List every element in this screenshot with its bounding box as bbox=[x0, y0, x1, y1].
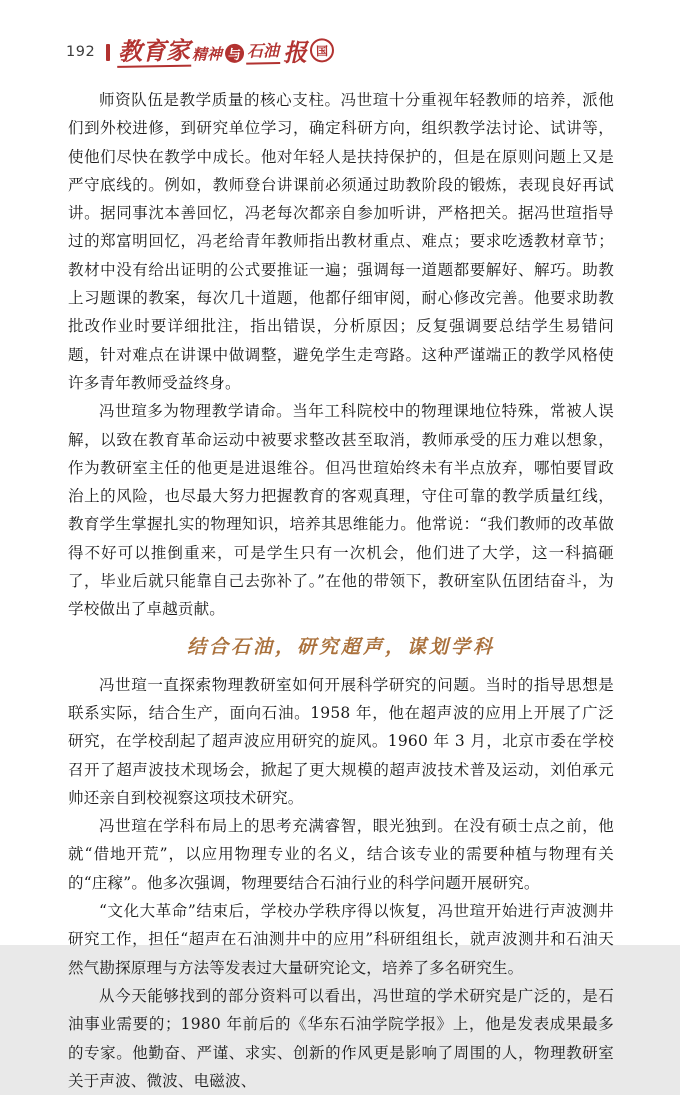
page-body bbox=[68, 86, 614, 1095]
book-title-logo bbox=[117, 36, 334, 68]
paragraph-discipline-layout: 冯世瑄在学科布局上的思考充满睿智，眼光独到。在没有硕士点之前，他就“借地开荒”，以应用物理专业的名义，结合该专业的需要种植与物理有关的“庄稼”。他多次强调，物理要结合石油行业的科学问题开展研究。 bbox=[68, 817, 614, 892]
logo-guo-circle-icon: 国 bbox=[310, 38, 334, 62]
header-divider-bar bbox=[106, 44, 110, 61]
paragraph-ultrasound-research: 冯世瑄一直探索物理教研室如何开展科学研究的问题。当时的指导思想是联系实际，结合生产，面向石油。1958 年，他在超声波的应用上开展了广泛研究，在学校刮起了超声波应用研究的旋风。1960 年 3 月，北京市委在学校召开了超声波技术现场会，掀起了更大规模的超声波技术普及运动，刘伯承元帅还亲自到校视察这项技术研究。 bbox=[68, 675, 614, 807]
paragraph-teaching-team: 师资队伍是教学质量的核心支柱。冯世瑄十分重视年轻教师的培养，派他们到外校进修，到研究单位学习，确定科研方向，组织教学法讨论、试讲等，使他们尽快在教学中成长。他对年轻人是扶持保护的，但是在原则问题上又是严守底线的。例如，教师登台讲课前必须通过助教阶段的锻炼，表现良好再试讲。据同事沈本善回忆，冯老每次都亲自参加听讲，严格把关。据冯世瑄指导过的郑富明回忆，冯老给青年教师指出教材重点、难点；要求吃透教材章节；教材中没有给出证明的公式要推证一遍；强调每一道题都要解好、解巧。助教上习题课的教案，每次几十道题，他都仔细审阅，耐心修改完善。他要求助教批改作业时要详细批注，指出错误，分析原因；反复强调要总结学生易错问题，针对难点在讲课中做调整，避免学生走弯路。这种严谨端正的教学风格使许多青年教师受益终身。 bbox=[68, 91, 614, 392]
logo-text-serve: 报 bbox=[282, 37, 308, 67]
logo-text-spirit: 精神 bbox=[192, 45, 223, 64]
page-number: 192 bbox=[66, 44, 96, 60]
page-header bbox=[66, 34, 614, 70]
paragraph-physics-advocacy: 冯世瑄多为物理教学请命。当年工科院校中的物理课地位特殊，常被人误解，以致在教育革命运动中被要求整改甚至取消，教师承受的压力难以想象，作为教研室主任的他更是进退维谷。但冯世瑄始终未有半点放弃，哪怕要冒政治上的风险，也尽最大努力把握教育的客观真理，守住可靠的教学质量红线，教育学生掌握扎实的物理知识，培养其思维能力。他常说：“我们教师的改革做得不好可以推倒重来，可是学生只有一次机会，他们进了大学，这一科搞砸了，毕业后就只能靠自己去弥补了。”在他的带领下，教研室队伍团结奋斗，为学校做出了卓越贡献。 bbox=[68, 402, 614, 619]
section-heading: 结合石油，研究超声，谋划学科 bbox=[186, 635, 495, 658]
paragraph-academic-legacy: 从今天能够找到的部分资料可以看出，冯世瑄的学术研究是广泛的，是石油事业需要的；1980 年前后的《华东石油学院学报》上，他是发表成果最多的专家。他勤奋、严谨、求实、创新的作风更是影响了周围的人，物理教研室关于声波、微波、电磁波、 bbox=[68, 986, 614, 1090]
logo-text-educator: 教育家 bbox=[117, 39, 191, 68]
logo-text-petroleum: 石油 bbox=[246, 43, 280, 65]
logo-yu-circle-icon: 与 bbox=[225, 44, 244, 63]
paragraph-well-logging: “文化大革命”结束后，学校办学秩序得以恢复，冯世瑄开始进行声波测井研究工作，担任“超声在石油测井中的应用”科研组组长，就声波测井和石油天然气勘探原理与方法等发表过大量研究论文，培养了多名研究生。 bbox=[68, 902, 614, 977]
